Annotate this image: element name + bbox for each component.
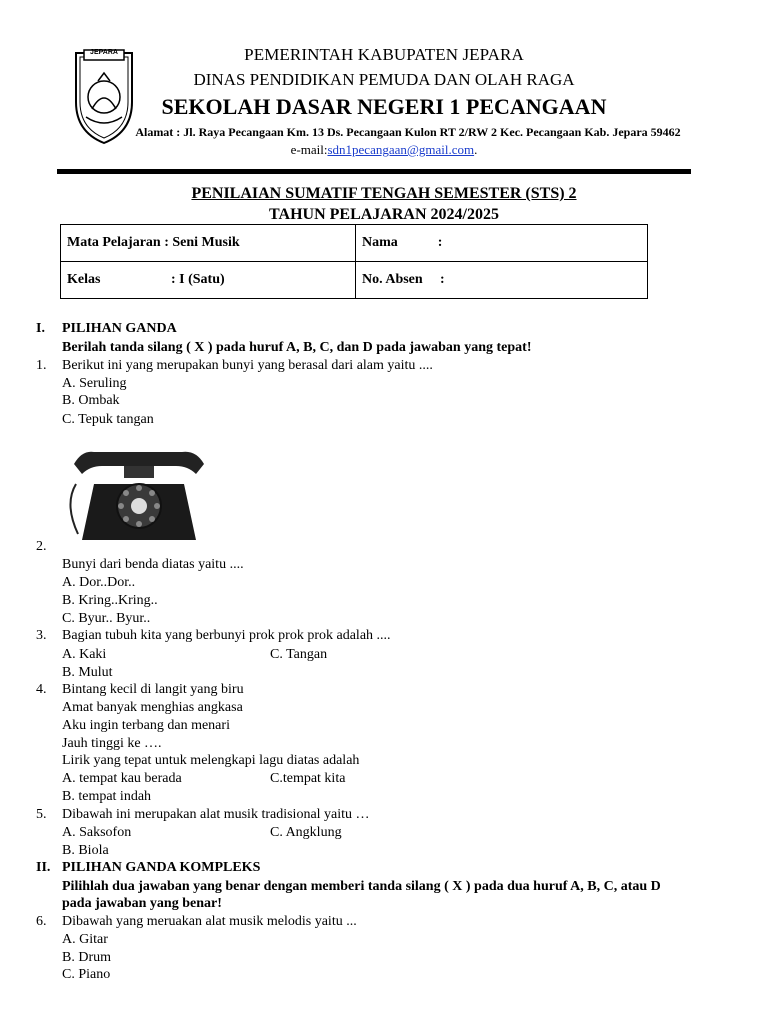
class-cell <box>61 262 356 299</box>
q1-number: 1. <box>36 358 47 373</box>
q6-number: 6. <box>36 914 47 929</box>
q6-option-a[interactable]: A. Gitar <box>62 932 108 947</box>
email-line <box>0 142 768 158</box>
q4-lyric-4: Jauh tinggi ke …. <box>62 736 162 751</box>
q5-option-c[interactable]: C. Angklung <box>270 825 342 840</box>
logo-text: JEPARA <box>90 49 118 56</box>
exam-year: TAHUN PELAJARAN 2024/2025 <box>269 206 499 223</box>
q1-text: Berikut ini yang merupakan bunyi yang berasal dari alam yaitu .... <box>62 358 433 373</box>
q3-option-b[interactable]: B. Mulut <box>62 665 113 680</box>
school-address: Alamat : Jl. Raya Pecangaan Km. 13 Ds. Pecangaan Kulon RT 2/RW 2 Kec. Pecangaan Kab. Jepara 59462 <box>135 125 681 139</box>
q3-text: Bagian tubuh kita yang berbunyi prok prok prok adalah .... <box>62 628 391 643</box>
q6-text: Dibawah yang meruakan alat musik melodis yaitu ... <box>62 914 357 929</box>
q3-option-c[interactable]: C. Tangan <box>270 647 328 662</box>
absen-label: No. Absen <box>362 272 423 287</box>
name-colon: : <box>437 235 443 250</box>
email-suffix: . <box>474 142 478 157</box>
q6-option-b[interactable]: B. Drum <box>62 950 111 965</box>
name-cell[interactable] <box>356 225 648 262</box>
section1-title: PILIHAN GANDA <box>62 321 177 336</box>
q4-lyric-1: Bintang kecil di langit yang biru <box>62 682 244 697</box>
q4-option-b[interactable]: B. tempat indah <box>62 789 152 804</box>
header-line1: PEMERINTAH KABUPATEN JEPARA <box>244 45 524 64</box>
q5-option-a[interactable]: A. Saksofon <box>62 825 132 840</box>
q5-number: 5. <box>36 807 47 822</box>
exam-title: PENILAIAN SUMATIF TENGAH SEMESTER (STS) 2 <box>191 185 577 202</box>
q3-number: 3. <box>36 628 47 643</box>
section2-instruction-1: Pilihlah dua jawaban yang benar dengan memberi tanda silang ( X ) pada dua huruf A, B, C, atau D <box>62 879 661 894</box>
subject-cell: Mata Pelajaran : Seni Musik <box>61 225 356 262</box>
school-name: SEKOLAH DASAR NEGERI 1 PECANGAAN <box>161 94 607 119</box>
section1-instruction: Berilah tanda silang ( X ) pada huruf A, B, C, dan D pada jawaban yang tepat! <box>62 340 532 355</box>
section1-number: I. <box>36 321 45 336</box>
student-info-table <box>60 224 648 299</box>
q2-option-b[interactable]: B. Kring..Kring.. <box>62 593 158 608</box>
q2-number: 2. <box>36 539 47 554</box>
section2-number: II. <box>36 860 51 875</box>
header-divider <box>57 169 691 174</box>
q2-option-c[interactable]: C. Byur.. Byur.. <box>62 611 151 626</box>
absen-colon: : <box>440 272 445 287</box>
q4-number: 4. <box>36 682 47 697</box>
q6-option-c[interactable]: C. Piano <box>62 967 111 982</box>
q5-option-b[interactable]: B. Biola <box>62 843 109 858</box>
q1-option-c[interactable]: C. Tepuk tangan <box>62 412 154 427</box>
q2-option-a[interactable]: A. Dor..Dor.. <box>62 575 136 590</box>
q2-text: Bunyi dari benda diatas yaitu .... <box>62 557 244 572</box>
q4-text: Lirik yang tepat untuk melengkapi lagu diatas adalah <box>62 753 360 768</box>
q5-text: Dibawah ini merupakan alat musik tradisional yaitu … <box>62 807 370 822</box>
section2-title: PILIHAN GANDA KOMPLEKS <box>62 860 261 875</box>
section2-instruction-2: pada jawaban yang benar! <box>62 896 222 911</box>
q4-lyric-2: Amat banyak menghias angkasa <box>62 700 243 715</box>
q4-option-c[interactable]: C.tempat kita <box>270 771 346 786</box>
telephone-image <box>64 444 214 544</box>
q4-option-a[interactable]: A. tempat kau berada <box>62 771 182 786</box>
name-label: Nama <box>362 235 398 250</box>
q3-option-a[interactable]: A. Kaki <box>62 647 107 662</box>
class-value: : I (Satu) <box>171 272 225 287</box>
q1-option-b[interactable]: B. Ombak <box>62 393 120 408</box>
email-link[interactable]: sdn1pecangaan@gmail.com <box>327 142 475 157</box>
absen-cell[interactable] <box>356 262 648 299</box>
q1-option-a[interactable]: A. Seruling <box>62 376 127 391</box>
q4-lyric-3: Aku ingin terbang dan menari <box>62 718 230 733</box>
email-prefix: e-mail: <box>290 142 328 157</box>
header-line2: DINAS PENDIDIKAN PEMUDA DAN OLAH RAGA <box>193 70 575 89</box>
class-label: Kelas <box>67 272 101 287</box>
